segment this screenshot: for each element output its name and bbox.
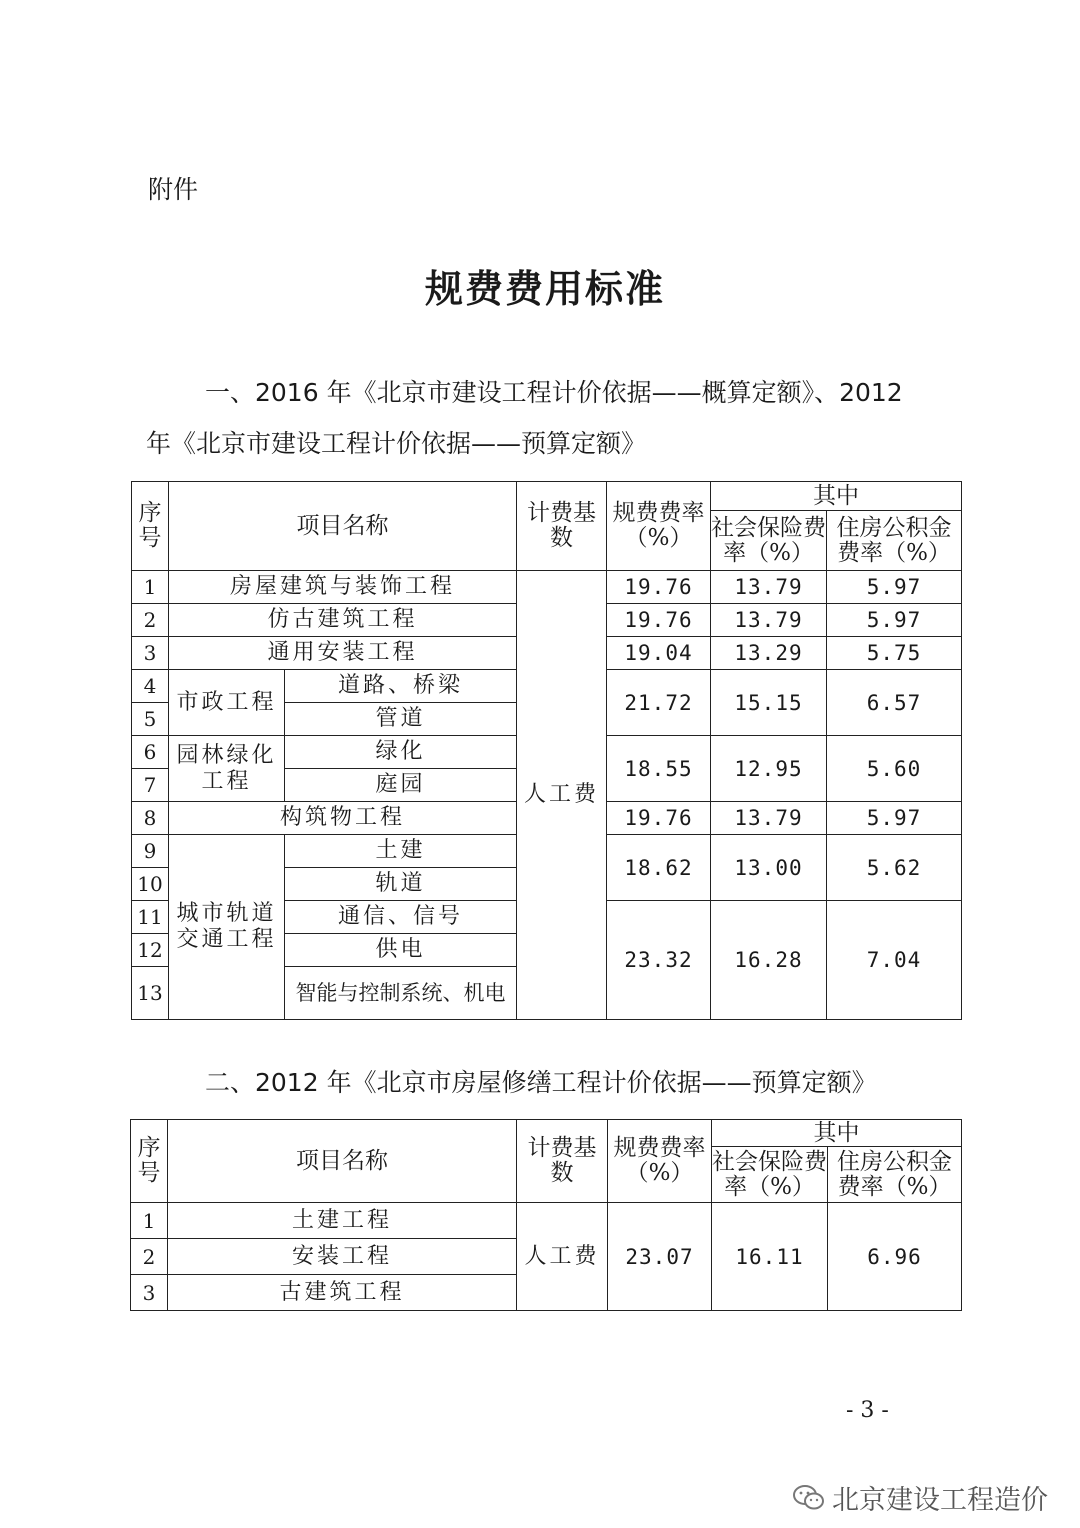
row-name: 通信、信号 [285, 901, 517, 934]
group-municipal: 市政工程 [169, 670, 285, 736]
row-seq: 6 [132, 736, 169, 769]
row-housing: 5.97 [827, 571, 962, 604]
row-name: 房屋建筑与装饰工程 [169, 571, 517, 604]
row-housing: 5.97 [827, 802, 962, 835]
row-housing: 6.57 [827, 670, 962, 736]
row-name: 古建筑工程 [168, 1275, 517, 1311]
row-rate: 18.62 [607, 835, 711, 901]
row-seq: 8 [132, 802, 169, 835]
header-name: 项目名称 [169, 482, 517, 571]
row-seq: 4 [132, 670, 169, 703]
row-name: 庭园 [285, 769, 517, 802]
row-seq: 13 [132, 967, 169, 1020]
row-seq: 11 [132, 901, 169, 934]
fee-base: 人工费 [517, 1203, 608, 1311]
row-housing: 5.75 [827, 637, 962, 670]
row-housing: 5.62 [827, 835, 962, 901]
group-rail: 城市轨道交通工程 [169, 835, 285, 1020]
row-seq: 10 [132, 868, 169, 901]
header-housing: 住房公积金费率（%） [827, 511, 962, 571]
header-rate: 规费费率（%） [607, 482, 711, 571]
row-seq: 3 [131, 1275, 168, 1311]
wechat-icon [792, 1484, 826, 1512]
row-seq: 1 [132, 571, 169, 604]
header-base: 计费基数 [517, 1120, 608, 1203]
row-name: 土建工程 [168, 1203, 517, 1239]
group-landscape: 园林绿化工程 [169, 736, 285, 802]
row-rate: 18.55 [607, 736, 711, 802]
row-social: 13.79 [711, 802, 827, 835]
fee-table-1 [131, 481, 962, 1020]
row-seq: 2 [132, 604, 169, 637]
row-housing: 5.97 [827, 604, 962, 637]
header-housing: 住房公积金费率（%） [828, 1147, 962, 1203]
header-name: 项目名称 [168, 1120, 517, 1203]
header-seq: 序号 [131, 1120, 168, 1203]
table-row [132, 571, 962, 604]
row-name: 道路、桥梁 [285, 670, 517, 703]
row-seq: 12 [132, 934, 169, 967]
row-rate: 19.04 [607, 637, 711, 670]
row-housing: 7.04 [827, 901, 962, 1020]
watermark [792, 1478, 1048, 1517]
row-name: 构筑物工程 [169, 802, 517, 835]
header-base: 计费基数 [517, 482, 607, 571]
row-name: 安装工程 [168, 1239, 517, 1275]
row-social: 13.79 [711, 604, 827, 637]
row-social: 16.28 [711, 901, 827, 1020]
header-among: 其中 [711, 482, 962, 511]
page-number: - 3 - [846, 1398, 889, 1423]
row-name: 仿古建筑工程 [169, 604, 517, 637]
header-social: 社会保险费率（%） [711, 511, 827, 571]
row-rate: 19.76 [607, 571, 711, 604]
section2-heading: 二、2012 年《北京市房屋修缮工程计价依据——预算定额》 [205, 1068, 877, 1097]
row-rate: 19.76 [607, 802, 711, 835]
row-rate: 23.07 [608, 1203, 712, 1311]
row-seq: 5 [132, 703, 169, 736]
attachment-label: 附件 [148, 175, 199, 204]
header-rate: 规费费率（%） [608, 1120, 712, 1203]
table-row [131, 1203, 962, 1239]
section1-heading-line1: 一、2016 年《北京市建设工程计价依据——概算定额》、2012 [205, 378, 903, 407]
fee-table-2 [130, 1119, 962, 1311]
row-seq: 3 [132, 637, 169, 670]
header-among: 其中 [712, 1120, 962, 1147]
watermark-text: 北京建设工程造价 [832, 1485, 1048, 1516]
row-social: 13.79 [711, 571, 827, 604]
row-name: 通用安装工程 [169, 637, 517, 670]
row-name: 绿化 [285, 736, 517, 769]
row-seq: 9 [132, 835, 169, 868]
row-rate: 19.76 [607, 604, 711, 637]
row-housing: 5.60 [827, 736, 962, 802]
row-name: 轨道 [285, 868, 517, 901]
row-social: 15.15 [711, 670, 827, 736]
fee-base: 人工费 [517, 571, 607, 1020]
page-title: 规费费用标准 [424, 266, 665, 311]
row-social: 13.29 [711, 637, 827, 670]
header-social: 社会保险费率（%） [712, 1147, 828, 1203]
row-social: 13.00 [711, 835, 827, 901]
row-seq: 2 [131, 1239, 168, 1275]
row-rate: 21.72 [607, 670, 711, 736]
row-social: 16.11 [712, 1203, 828, 1311]
row-name: 管道 [285, 703, 517, 736]
section1-heading-line2: 年《北京市建设工程计价依据——预算定额》 [146, 429, 647, 458]
row-name: 供电 [285, 934, 517, 967]
row-name: 智能与控制系统、机电 [285, 967, 517, 1020]
row-name: 土建 [285, 835, 517, 868]
row-seq: 1 [131, 1203, 168, 1239]
header-seq: 序号 [132, 482, 169, 571]
row-seq: 7 [132, 769, 169, 802]
row-housing: 6.96 [828, 1203, 962, 1311]
row-social: 12.95 [711, 736, 827, 802]
row-rate: 23.32 [607, 901, 711, 1020]
